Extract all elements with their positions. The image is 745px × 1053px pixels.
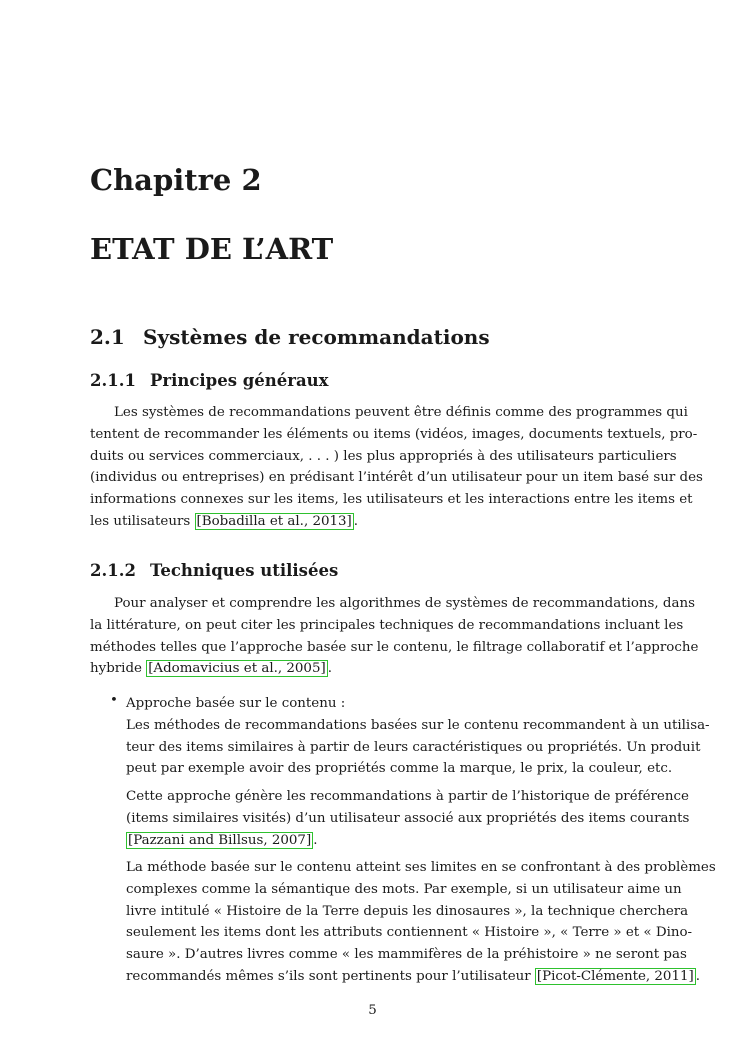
text-line: La méthode basée sur le contenu atteint ses limites en se confrontant à des problèmes <box>126 860 716 875</box>
text-line: peut par exemple avoir des propriétés comme la marque, le prix, la couleur, etc. <box>126 761 673 777</box>
text-line <box>90 511 656 533</box>
text-line <box>90 658 656 680</box>
bullet-content <box>126 693 710 780</box>
text-line <box>126 966 700 988</box>
text-line: Pour analyser et comprendre les algorithmes de systèmes de recommandations, dans <box>114 596 695 611</box>
text-line: (individus ou entreprises) en prédisant l’intérêt d’un utilisateur pour un item basé sur des <box>90 470 703 486</box>
citation-link[interactable]: [Bobadilla et al., 2013] <box>196 513 352 529</box>
text-line: Cette approche génère les recommandations à partir de l’historique de préférence <box>126 789 689 804</box>
text-line: méthodes telles que l’approche basée sur le contenu, le filtrage collaboratif et l’approche <box>90 639 699 655</box>
paragraph-principes <box>90 402 703 533</box>
citation-link[interactable]: [Adomavicius et al., 2005] <box>148 661 326 677</box>
text-fragment: . <box>695 968 700 984</box>
text-fragment: . <box>313 832 318 848</box>
text-line: tentent de recommander les éléments ou items (vidéos, images, documents textuels, pro- <box>90 426 698 442</box>
paragraph-techniques <box>90 593 699 680</box>
text-line: seulement les items dont les attributs contiennent « Histoire », « Terre » et « Dino- <box>126 925 693 941</box>
text-fragment: . <box>353 513 359 529</box>
section-title: Systèmes de recommandations <box>143 325 490 349</box>
text-line: (items similaires visités) d’un utilisateur associé aux propriétés des items courants <box>126 810 690 826</box>
subsection-title: Techniques utilisées <box>150 561 339 580</box>
chapter-title: ETAT DE L’ART <box>90 232 334 266</box>
text-line: Les méthodes de recommandations basées sur le contenu recommandent à un utilisa- <box>126 717 710 733</box>
text-fragment: hybride <box>90 661 147 677</box>
chapter-label: Chapitre 2 <box>90 163 262 197</box>
subsection-title: Principes généraux <box>150 371 329 390</box>
subsection-number: 2.1.2 <box>90 561 136 580</box>
page-number: 5 <box>368 1003 377 1018</box>
subsection-number: 2.1.1 <box>90 371 136 390</box>
bullet-paragraph-3 <box>126 857 716 988</box>
bullet-icon: • <box>110 693 118 708</box>
section-heading <box>90 325 490 349</box>
section-number: 2.1 <box>90 325 125 349</box>
text-line: livre intitulé « Histoire de la Terre depuis les dinosaures », la technique cherchera <box>126 903 689 919</box>
text-line: complexes comme la sémantique des mots. Par exemple, si un utilisateur aime un <box>126 881 682 897</box>
text-line: duits ou services commerciaux, . . . ) les plus appropriés à des utilisateurs particuliers <box>90 448 677 464</box>
subsection-heading-principes <box>90 371 329 390</box>
text-line: saure ». D’autres livres comme « les mammifères de la préhistoire » ne seront pas <box>126 947 687 963</box>
subsection-heading-techniques <box>90 561 338 580</box>
text-fragment: . <box>327 661 332 677</box>
text-line <box>126 830 656 852</box>
citation-link[interactable]: [Picot-Clémente, 2011] <box>536 968 694 984</box>
text-line: teur des items similaires à partir de leurs caractéristiques ou propriétés. Un produit <box>126 739 701 755</box>
bullet-paragraph-2 <box>126 786 690 851</box>
citation-link[interactable]: [Pazzani and Billsus, 2007] <box>128 832 312 848</box>
text-line: Les systèmes de recommandations peuvent être définis comme des programmes qui <box>114 405 688 420</box>
text-line: la littérature, on peut citer les principales techniques de recommandations incluant les <box>90 617 684 633</box>
text-fragment: les utilisateurs <box>90 513 195 529</box>
text-line: informations connexes sur les items, les utilisateurs et les interactions entre les items et <box>90 492 693 508</box>
bullet-heading: Approche basée sur le contenu : <box>126 696 346 711</box>
text-fragment: recommandés mêmes s’ils sont pertinents pour l’utilisateur <box>126 968 535 984</box>
